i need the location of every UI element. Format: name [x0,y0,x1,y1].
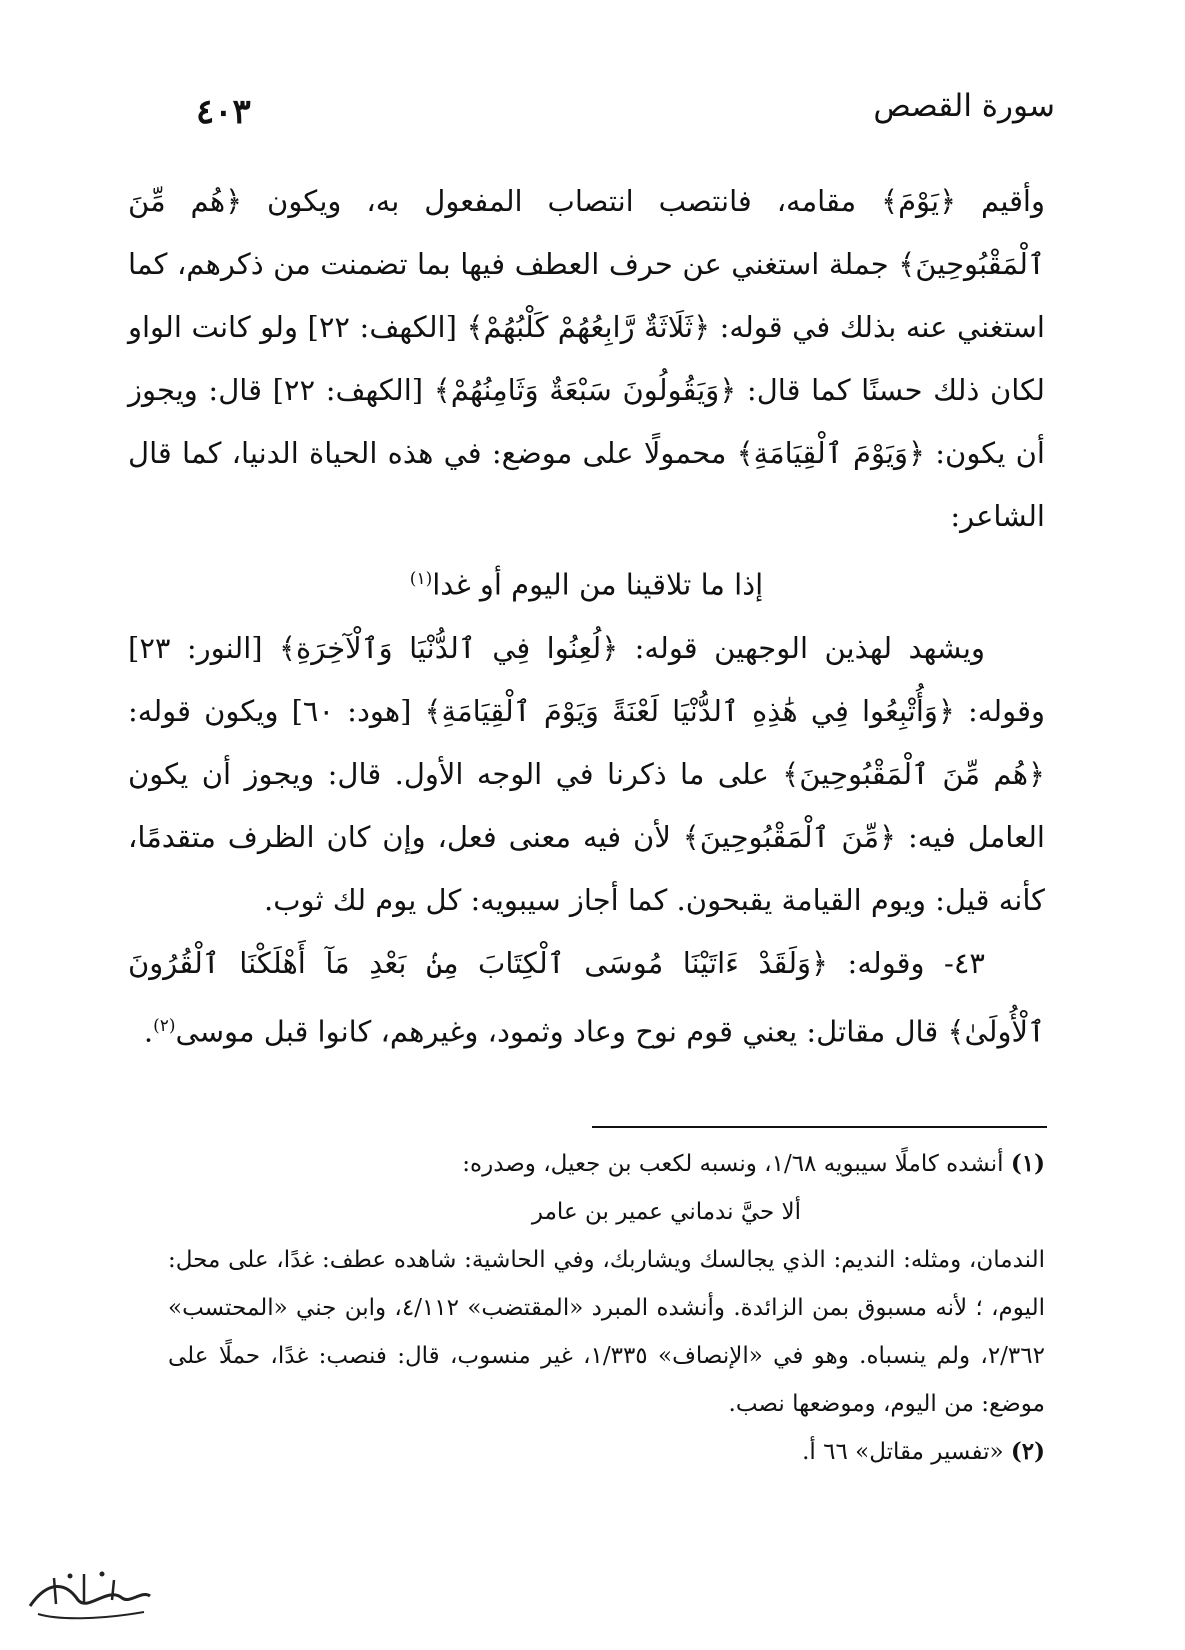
verse-text: إذا ما تلاقينا من اليوم أو غدا [432,567,764,602]
paragraph-3 [128,932,1045,1064]
publisher-logo [18,1560,158,1630]
poetry-verse [128,548,1045,617]
footnote-ref-1[interactable]: (١) [409,569,433,589]
footnote-ref-2[interactable]: (٢) [153,1015,176,1036]
footnote-1 [168,1140,1045,1188]
paragraph-3-text: ٤٣- وقوله: ﴿وَلَقَدْ ءَاتَيْنَا مُوسَى ٱلْكِتَابَ مِنۢ بَعْدِ مَآ أَهْلَكْنَا ٱلْقُرُونَ ٱلْأُولَىٰ﴾ قال مقاتل: يعني قوم نوح وعاد وثمود، وغيرهم، كانوا قبل موسى [128,945,1045,1049]
surah-title: سورة القصص [873,88,1055,124]
footnote-1-number: (١) [1010,1150,1045,1177]
footnote-1-rest: الندمان، ومثله: النديم: الذي يجالسك ويشاربك، وفي الحاشية: شاهده عطف: غدًا، على محل: اليوم، ؛ لأنه مسبوق بمن الزائدة. وأنشده المبرد «المقتضب» ٤/١١٢، وابن جني «المحتسب» ٢/٣٦٢، ولم ينسباه. وهو في «الإنصاف» ١/٣٣٥، غير منسوب، قال: فنصب: غدًا، حملًا على موضع: من اليوم، وموضعها نصب. [168,1247,1045,1417]
footnotes [168,1140,1045,1476]
footnote-2-number: (٢) [1010,1438,1045,1465]
paragraph-3-end: . [143,1014,154,1049]
footnote-1-text: أنشده كاملًا سيبويه ١/٦٨، ونسبه لكعب بن جعيل، وصدره: [462,1151,1004,1177]
footnote-2-text: «تفسير مقاتل» ٦٦ أ. [802,1439,1004,1465]
footnote-divider [592,1126,1047,1128]
footnote-2 [168,1428,1045,1476]
page-number: ٤٠٣ [196,92,251,132]
paragraph-2: ويشهد لهذين الوجهين قوله: ﴿لُعِنُوا فِي ٱلدُّنْيَا وَٱلْآخِرَةِ﴾ [النور: ٢٣] وقوله: ﴿وَأُتْبِعُوا فِي هَٰذِهِ ٱلدُّنْيَا لَعْنَةً وَيَوْمَ ٱلْقِيَامَةِ﴾ [هود: ٦٠] ويكون قوله: ﴿هُم مِّنَ ٱلْمَقْبُوحِينَ﴾ على ما ذكرنا في الوجه الأول. قال: ويجوز أن يكون العامل فيه: ﴿مِّنَ ٱلْمَقْبُوحِينَ﴾ لأن فيه معنى فعل، وإن كان الظرف متقدمًا، كأنه قيل: ويوم القيامة يقبحون. كما أجاز سيبويه: كل يوم لك ثوب. [128,630,1045,917]
paragraph-1: وأقيم ﴿يَوْمَ﴾ مقامه، فانتصب انتصاب المفعول به، ويكون ﴿هُم مِّنَ ٱلْمَقْبُوحِينَ﴾ جملة استغني عن حرف العطف فيها بما تضمنت من ذكرهم، كما استغني عنه بذلك في قوله: ﴿ثَلَاثَةٌ رَّابِعُهُمْ كَلْبُهُمْ﴾ [الكهف: ٢٢] ولو كانت الواو لكان ذلك حسنًا كما قال: ﴿وَيَقُولُونَ سَبْعَةٌ وَثَامِنُهُمْ﴾ [الكهف: ٢٢] قال: ويجوز أن يكون: ﴿وَيَوْمَ ٱلْقِيَامَةِ﴾ محمولًا على موضع: في هذه الحياة الدنيا، كما قال الشاعر: [128,184,1045,533]
footnote-1-verse: ألا حيَّ ندماني عمير بن عامر [531,1199,802,1225]
main-text [128,170,1045,1063]
